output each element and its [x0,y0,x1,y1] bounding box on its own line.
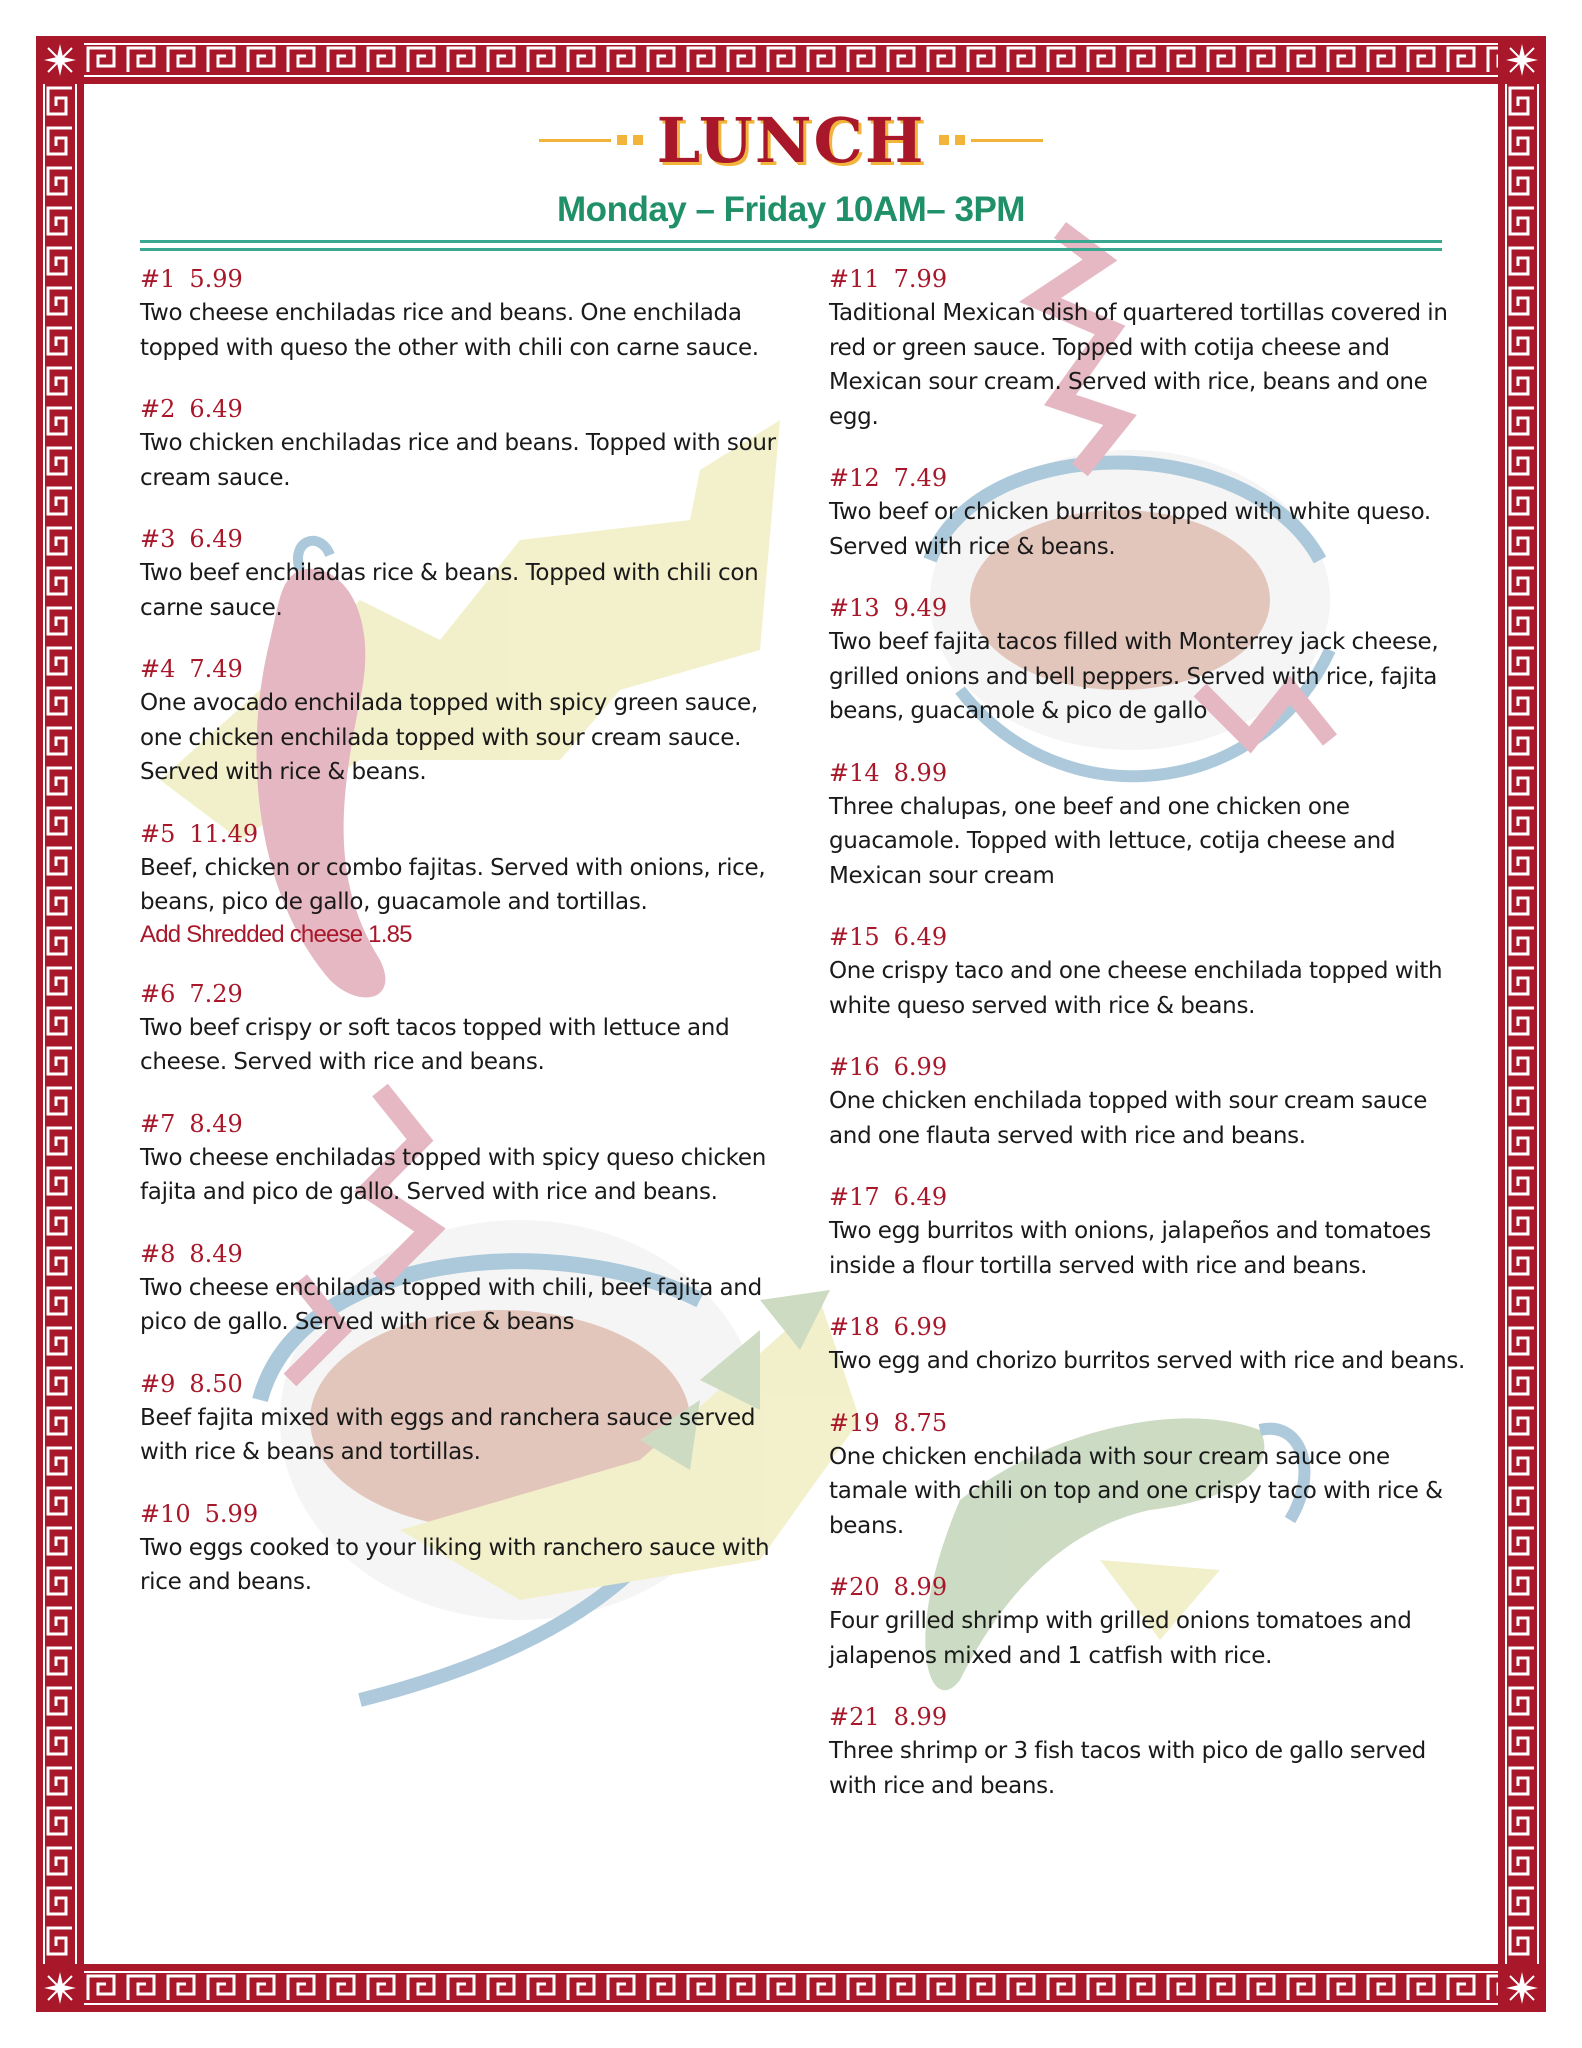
menu-item-header [829,591,1469,625]
lunch-hours: Monday – Friday 10AM– 3PM [557,190,1025,229]
menu-item [140,392,780,495]
menu-item-header [829,1406,1469,1440]
menu-item-header [140,1367,780,1401]
menu-item-header [140,262,780,296]
item-description: Three shrimp or 3 fish tacos with pico de gallo served with rice and beans. [829,1738,1426,1799]
item-number: #3 [140,525,176,553]
item-description: One chicken enchilada topped with sour cream sauce and one flauta served with rice and beans. [829,1088,1428,1149]
menu-item [140,1237,780,1340]
menu-item [140,1367,780,1470]
menu-item-header [829,262,1469,296]
menu-item-header [829,1700,1469,1734]
item-number: #20 [829,1573,880,1601]
menu-column-left [140,262,780,1627]
corner-star-icon [40,1968,80,2008]
item-number: #12 [829,464,880,492]
item-number: #7 [140,1109,176,1138]
item-price: 8.50 [189,1369,243,1398]
menu-item-header [829,920,1469,954]
item-price: 7.29 [189,979,243,1008]
item-price: 9.49 [893,594,948,622]
item-number: #17 [829,1183,880,1211]
item-description: Four grilled shrimp with grilled onions tomatoes and jalapenos mixed and 1 catfish with rice. [829,1608,1412,1669]
greek-key-border-right [1502,84,1542,1964]
greek-key-border-left [40,84,80,1964]
item-number: #19 [829,1408,880,1437]
item-number: #9 [140,1369,176,1398]
item-description: Two cheese enchiladas topped with chili, beef fajita and pico de gallo. Served with rice & beans [140,1274,762,1335]
item-description: Two cheese enchiladas topped with spicy queso chicken fajita and pico de gallo. Served with rice and beans. [140,1144,766,1205]
item-description: Beef, chicken or combo fajitas. Served with onions, rice, beans, pico de gallo, guacamole and tortillas. [140,854,766,915]
menu-item-header [140,817,780,851]
item-price: 5.99 [189,265,243,293]
header-divider [140,240,1442,243]
menu-item-header [140,977,780,1011]
greek-key-border-bottom [84,1968,1498,2008]
menu-item [829,1310,1469,1379]
item-description: One avocado enchilada topped with spicy green sauce, one chicken enchilada topped with sour cream sauce. Served with rice & beans. [140,690,758,785]
corner-star-icon [1502,40,1542,80]
item-description: Two egg burritos with onions, jalapeños and tomatoes inside a flour tortilla served with rice and beans. [829,1218,1431,1279]
menu-item [829,1570,1469,1673]
item-price: 8.75 [893,1408,948,1437]
menu-item [829,1700,1469,1803]
item-price: 8.99 [893,758,948,787]
menu-item-header [829,461,1469,495]
menu-item [829,461,1469,564]
item-price: 11.49 [189,819,259,848]
menu-item-header [829,756,1469,790]
title-ornament-left [539,135,643,145]
item-number: #13 [829,594,880,622]
item-number: #6 [140,979,176,1008]
menu-item [829,756,1469,894]
item-description: Beef fajita mixed with eggs and ranchera sauce served with rice & beans and tortillas. [140,1404,756,1465]
item-price: 8.49 [189,1239,243,1268]
item-description: Three chalupas, one beef and one chicken one guacamole. Topped with lettuce, cotija cheese and Mexican sour cream [829,793,1396,889]
corner-star-icon [40,40,80,80]
item-price: 8.99 [893,1573,948,1601]
item-description: Two beef fajita tacos filled with Monterrey jack cheese, grilled onions and bell peppers. Served with rice, fajita beans, guacamole & pico de gallo [829,629,1439,724]
item-description: Two egg and chorizo burritos served with rice and beans. [829,1348,1466,1374]
item-description: Taditional Mexican dish of quartered tortillas covered in red or green sauce. Topped with cotija cheese and Mexican sour cream. Served with rice, beans and one egg. [829,300,1448,430]
item-number: #15 [829,923,880,951]
menu-item [829,262,1469,434]
menu-item [140,1497,780,1600]
item-price: 8.49 [189,1109,243,1138]
menu-item [140,262,780,365]
item-price: 6.99 [893,1313,948,1341]
item-price: 7.49 [893,464,948,492]
item-price: 6.49 [189,395,243,423]
item-description: Two beef crispy or soft tacos topped with lettuce and cheese. Served with rice and beans. [140,1014,730,1075]
menu-title: LUNCH [656,103,926,177]
menu-item-header [140,392,780,426]
menu-item [829,920,1469,1023]
item-description: Two chicken enchiladas rice and beans. Topped with sour cream sauce. [140,430,776,491]
item-number: #16 [829,1053,880,1081]
menu-item-header [140,1237,780,1271]
item-price: 7.99 [893,265,948,293]
item-description: One chicken enchilada with sour cream sauce one tamale with chili on top and one crispy taco with rice & beans. [829,1443,1443,1539]
menu-item [829,591,1469,729]
header-divider [140,248,1442,251]
menu-item [829,1180,1469,1283]
menu-item [140,1107,780,1210]
item-description: Two beef or chicken burritos topped with white queso. Served with rice & beans. [829,499,1431,560]
item-number: #11 [829,265,880,293]
menu-item [829,1406,1469,1544]
menu-item [140,817,780,950]
greek-key-border-top [84,40,1498,80]
menu-item-header [829,1570,1469,1604]
item-description: Two cheese enchiladas rice and beans. One enchilada topped with queso the other with chili con carne sauce. [140,300,759,361]
item-number: #1 [140,265,176,293]
menu-item-header [829,1050,1469,1084]
menu-item-header [140,1107,780,1141]
menu-item-header [140,652,780,686]
menu-item [140,652,780,790]
menu-item [140,977,780,1080]
menu-item-header [829,1310,1469,1344]
item-price: 6.49 [893,923,948,951]
item-price: 8.99 [893,1703,948,1731]
menu-item-header [140,522,780,556]
menu-item-header [829,1180,1469,1214]
item-description: Two eggs cooked to your liking with ranchero sauce with rice and beans. [140,1534,770,1595]
item-number: #8 [140,1239,176,1268]
menu-item [140,522,780,625]
item-addon-note: Add Shredded cheese 1.85 [140,920,412,948]
item-description: Two beef enchiladas rice & beans. Topped with chili con carne sauce. [140,560,759,621]
item-price: 6.49 [189,525,243,553]
menu-item [829,1050,1469,1153]
item-number: #2 [140,395,176,423]
item-number: #14 [829,758,880,787]
item-number: #4 [140,655,176,683]
item-number: #18 [829,1313,880,1341]
item-price: 6.49 [893,1183,948,1211]
menu-header [0,100,1582,180]
item-number: #10 [140,1499,191,1528]
item-price: 6.99 [893,1053,948,1081]
item-description: One crispy taco and one cheese enchilada topped with white queso served with rice & beans. [829,958,1443,1019]
item-price: 5.99 [204,1499,259,1528]
item-price: 7.49 [189,655,243,683]
item-number: #5 [140,819,176,848]
menu-column-right [829,262,1469,1830]
title-ornament-right [939,135,1043,145]
item-number: #21 [829,1703,880,1731]
menu-item-header [140,1497,780,1531]
corner-star-icon [1502,1968,1542,2008]
